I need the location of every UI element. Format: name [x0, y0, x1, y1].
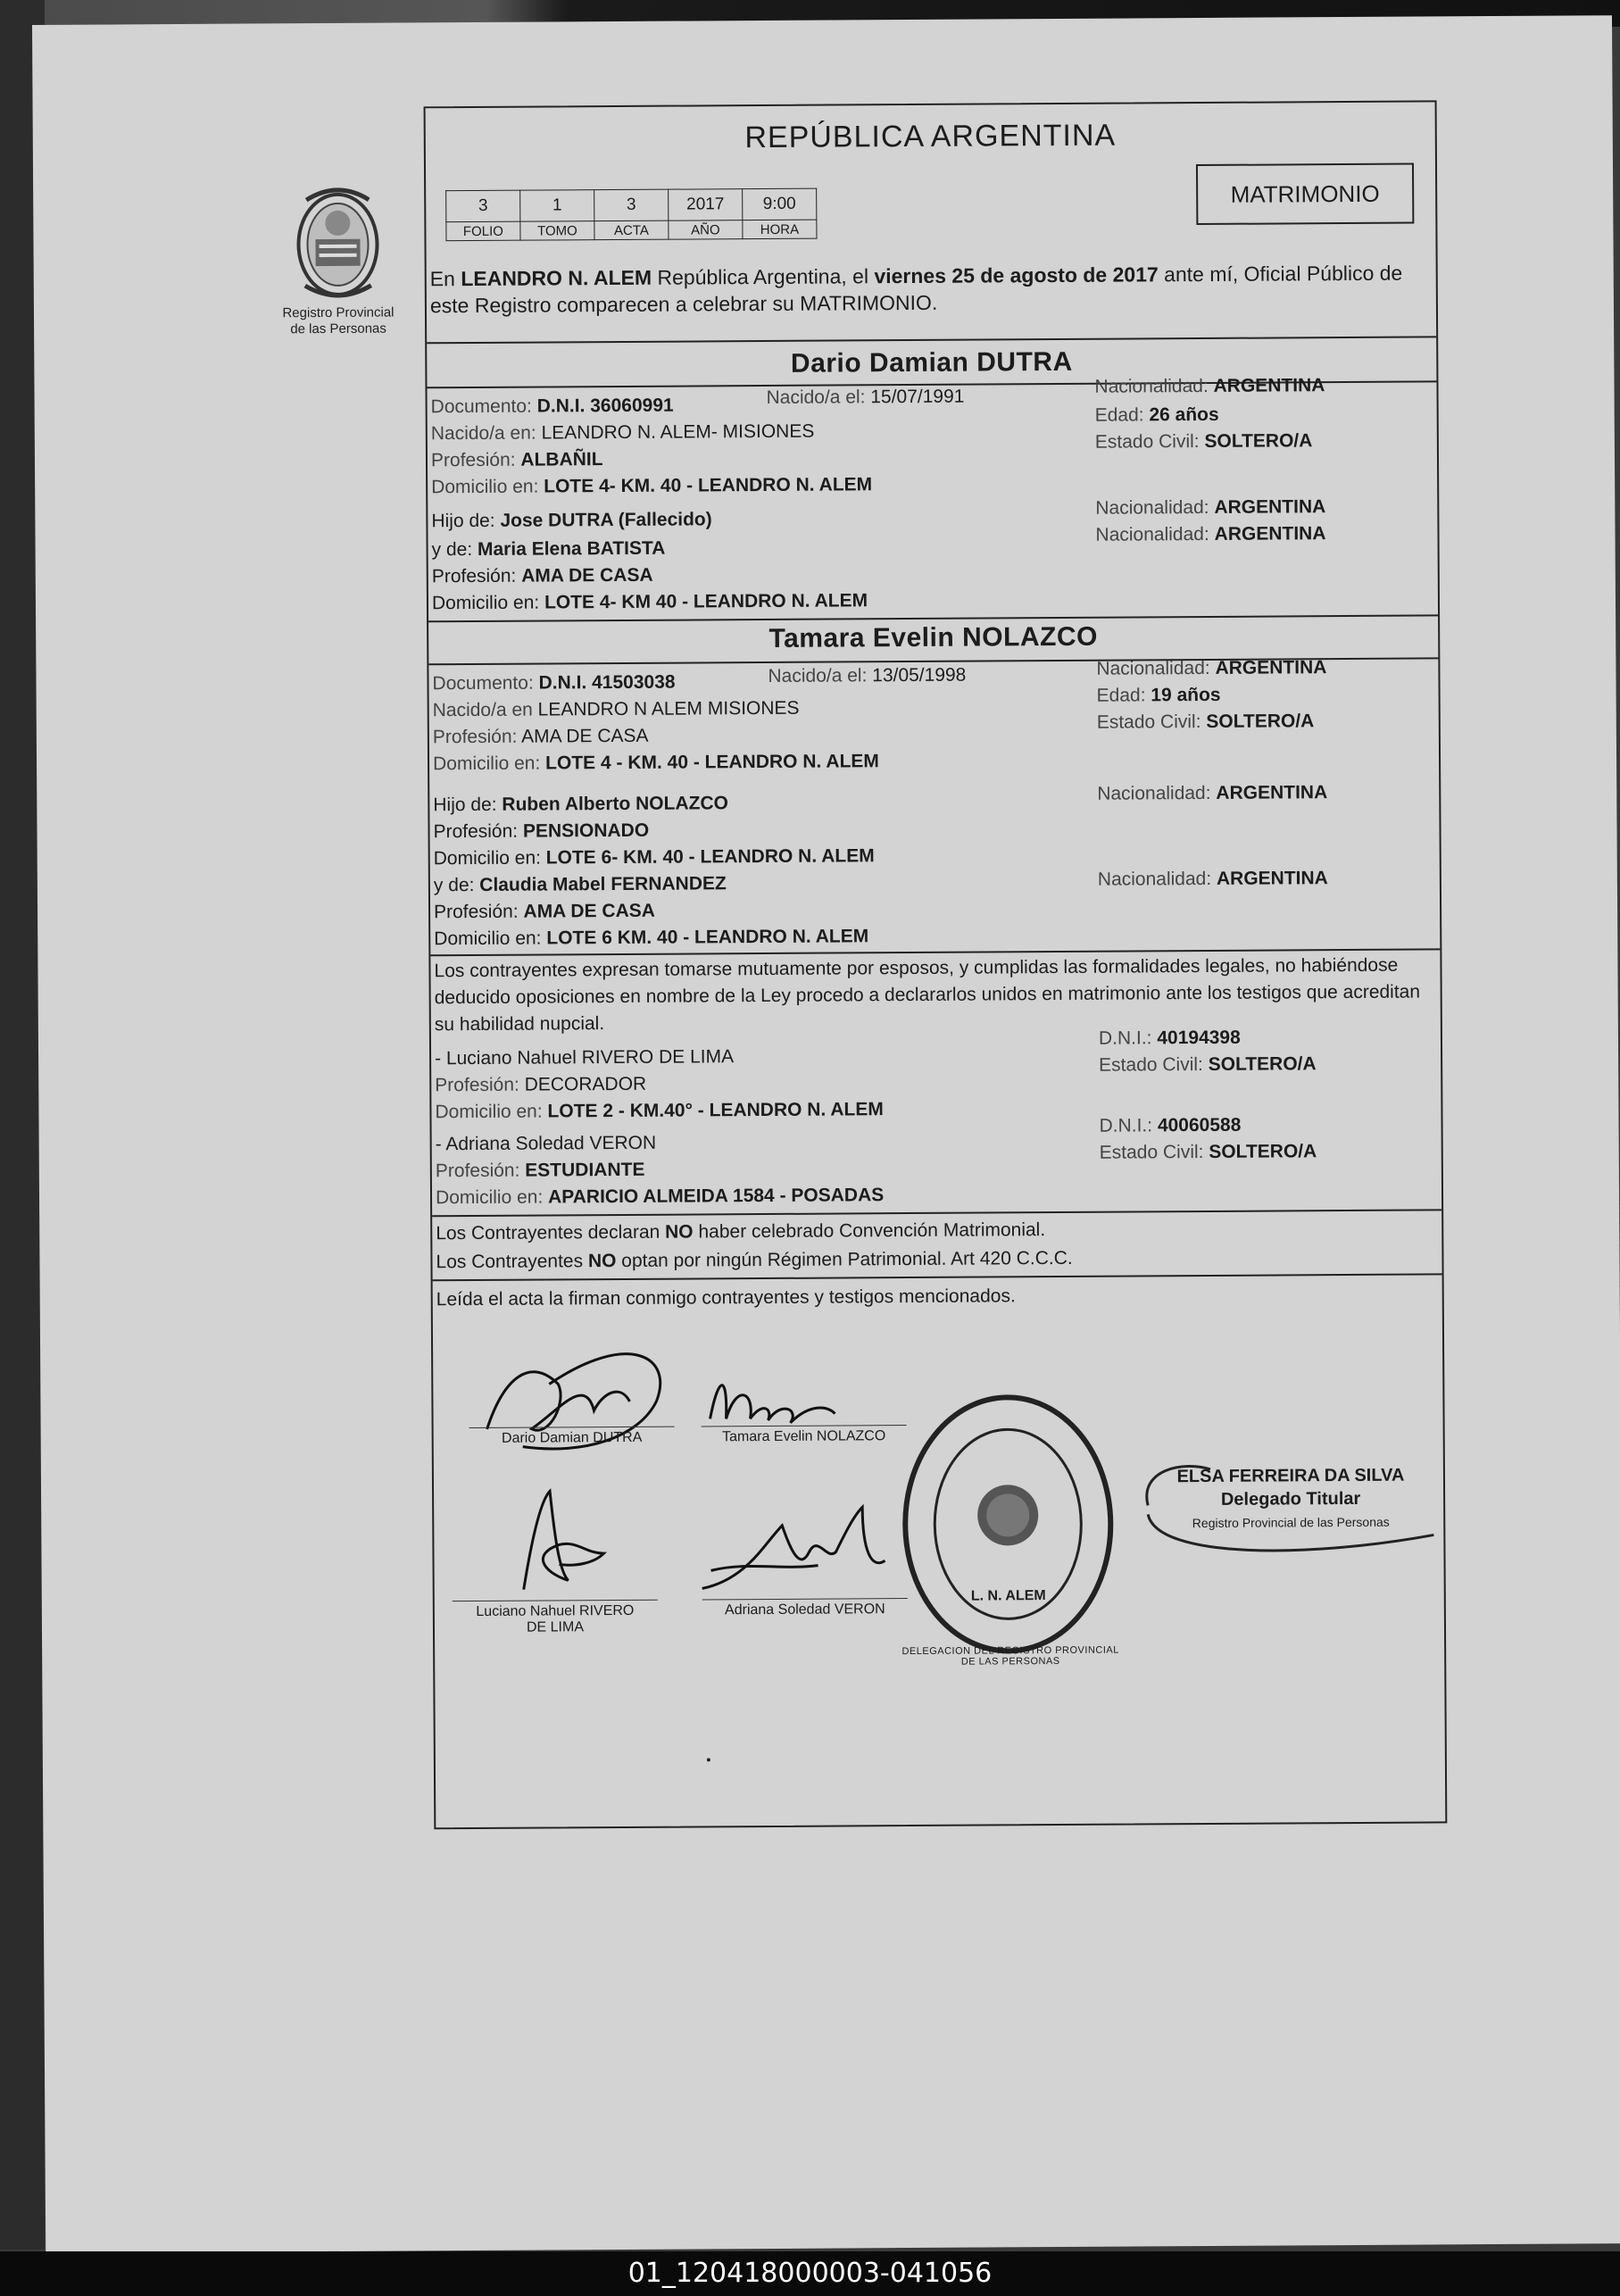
- value: SOLTERO/A: [1209, 1141, 1317, 1162]
- bride-nationality: [1096, 656, 1326, 681]
- value: AMA DE CASA: [521, 725, 649, 747]
- groom-signature-name: Dario Damian DUTRA: [501, 1429, 643, 1446]
- value: LOTE 4- KM. 40 - LEANDRO N. ALEM: [544, 474, 873, 497]
- certificate-frame: [424, 100, 1448, 1829]
- value: 19 años: [1151, 684, 1221, 706]
- witness2-dni: [1099, 1114, 1241, 1138]
- groom-mother-profession: [432, 564, 653, 589]
- label: Domicilio en:: [435, 1101, 543, 1123]
- label: Estado Civil:: [1094, 431, 1200, 453]
- text: optan por ningún Régimen Patrimonial. Art 420 C.C.C.: [616, 1247, 1073, 1272]
- label: Documento:: [432, 672, 534, 695]
- witness2-name: - Adriana Soledad VERON: [435, 1132, 657, 1155]
- reading-statement: Leída el acta la firman conmigo contrayentes y testigos mencionados.: [436, 1285, 1016, 1310]
- value: Jose DUTRA (Fallecido): [500, 509, 712, 531]
- value: LOTE 6- KM. 40 - LEANDRO N. ALEM: [545, 845, 875, 869]
- coat-of-arms-icon: [288, 180, 387, 306]
- witness1-signature-name-1: Luciano Nahuel RIVERO: [476, 1602, 635, 1619]
- label: Profesión:: [430, 449, 516, 471]
- text: haber celebrado Convención Matrimonial.: [693, 1219, 1046, 1243]
- witness1-dni: [1099, 1027, 1241, 1051]
- value: SOLTERO/A: [1204, 430, 1313, 452]
- label: Profesión:: [435, 1074, 519, 1096]
- value: ARGENTINA: [1214, 496, 1326, 518]
- intro-date: viernes 25 de agosto de 2017: [874, 262, 1159, 288]
- label: Edad:: [1096, 685, 1146, 706]
- label: Hijo de:: [431, 510, 495, 532]
- intro-pre: En: [429, 267, 461, 291]
- registry-table: [445, 188, 817, 242]
- folio-label: FOLIO: [446, 221, 520, 241]
- value: ARGENTINA: [1215, 657, 1327, 678]
- label: Domicilio en:: [435, 1186, 544, 1209]
- bride-age: [1097, 684, 1221, 708]
- label: Domicilio en:: [432, 753, 541, 775]
- value: LOTE 2 - KM.40° - LEANDRO N. ALEM: [547, 1099, 884, 1122]
- witness2-address: [436, 1184, 884, 1210]
- witness2-signature-icon: [693, 1498, 899, 1597]
- officer-role: Delegado Titular: [1220, 1488, 1361, 1510]
- bride-dni: D.N.I. 41503038: [538, 671, 676, 694]
- groom-nationality: [1094, 374, 1325, 399]
- bride-address: [433, 750, 879, 776]
- declaration-text: Los contrayentes expresan tomarse mutuamente por esposos, y cumplidas las formalidades legales, no habiéndose deducido oposiciones en nombre de la Ley procedo a declararlos unidos en matrimonio ante los testigos que acreditan su habilidad nupcial.: [434, 954, 1421, 1036]
- value: LEANDRO N ALEM MISIONES: [537, 697, 800, 720]
- label: Estado Civil:: [1099, 1054, 1203, 1076]
- org-name-line1: Registro Provincial: [282, 304, 395, 321]
- label: D.N.I.:: [1098, 1027, 1152, 1049]
- officer-name: ELSA FERREIRA DA SILVA: [1176, 1465, 1405, 1487]
- stamp-ring-text: DELEGACION DEL REGISTRO PROVINCIAL DE LAS PERSONAS: [901, 1644, 1119, 1668]
- groom-mother: [432, 537, 666, 562]
- bride-signature-name: Tamara Evelin NOLAZCO: [722, 1428, 886, 1445]
- divider: [433, 1273, 1442, 1281]
- value: 40060588: [1157, 1114, 1242, 1136]
- label: Nacido/a el:: [768, 665, 868, 686]
- label: Nacionalidad:: [1095, 496, 1209, 519]
- bride-mother-profession: [434, 900, 655, 925]
- label: Nacionalidad:: [1097, 868, 1212, 890]
- official-stamp-icon: [895, 1390, 1120, 1660]
- value: LOTE 6 KM. 40 - LEANDRO N. ALEM: [546, 926, 869, 949]
- label: Hijo de:: [433, 794, 497, 816]
- value: Maria Elena BATISTA: [477, 537, 666, 560]
- groom-mother-address: [432, 589, 868, 615]
- value: LOTE 4- KM 40 - LEANDRO N. ALEM: [544, 590, 868, 613]
- value: DECORADOR: [524, 1073, 647, 1095]
- divider: [427, 336, 1436, 344]
- value: 13/05/1998: [872, 664, 967, 686]
- witness1-profession: [435, 1073, 646, 1097]
- label: Profesión:: [432, 726, 518, 748]
- label: Nacido/a en:: [430, 422, 536, 445]
- value: ARGENTINA: [1213, 375, 1325, 396]
- witness1-signature-name-2: DE LIMA: [526, 1619, 585, 1635]
- bride-mother: [434, 872, 727, 897]
- country-title: REPÚBLICA ARGENTINA: [744, 118, 1117, 155]
- label: Estado Civil:: [1096, 711, 1201, 733]
- witness2-civil-status: [1100, 1140, 1317, 1164]
- intro-text: [430, 259, 1434, 319]
- text: Los Contrayentes declaran: [436, 1221, 666, 1244]
- label: Profesión:: [434, 901, 519, 923]
- value: ARGENTINA: [1216, 868, 1328, 889]
- groom-mother-nationality: [1095, 522, 1325, 547]
- intro-place: LEANDRO N. ALEM: [461, 265, 652, 291]
- value: 26 años: [1149, 403, 1219, 426]
- value: 40194398: [1157, 1027, 1241, 1049]
- provincial-logo: [244, 179, 432, 337]
- bride-document: [432, 671, 675, 696]
- witness1-civil-status: [1099, 1052, 1317, 1077]
- footer-id: 01_120418000003-041056: [0, 2251, 1620, 2296]
- witness2-signature-line: [702, 1598, 908, 1600]
- value: PENSIONADO: [522, 819, 650, 842]
- label: Domicilio en:: [431, 476, 539, 498]
- org-name-line2: de las Personas: [290, 320, 386, 337]
- tomo-label: TOMO: [520, 221, 594, 241]
- bride-father-profession: [433, 819, 649, 844]
- hour-value: 9:00: [743, 188, 817, 220]
- label: Nacionalidad:: [1094, 375, 1209, 397]
- emphasis: NO: [587, 1251, 617, 1272]
- label: D.N.I.:: [1099, 1115, 1153, 1136]
- witness1-signature-line: [453, 1600, 658, 1601]
- label: Documento:: [430, 395, 532, 418]
- stamp-center-text: L. N. ALEM: [970, 1588, 1046, 1604]
- groom-father-nationality: [1095, 495, 1325, 520]
- value: AMA DE CASA: [521, 564, 653, 586]
- officer-org: Registro Provincial de las Personas: [1192, 1514, 1390, 1531]
- bride-name: Tamara Evelin NOLAZCO: [768, 621, 1098, 653]
- year-label: AÑO: [669, 220, 743, 240]
- groom-birthdate: [766, 386, 964, 410]
- value: SOLTERO/A: [1208, 1053, 1317, 1075]
- value: ESTUDIANTE: [525, 1159, 645, 1181]
- tomo-value: 1: [520, 190, 594, 222]
- label: Nacionalidad:: [1095, 523, 1209, 545]
- groom-document: [431, 395, 674, 420]
- value: ALBAÑIL: [520, 449, 603, 470]
- groom-age: [1095, 403, 1219, 428]
- groom-name: Dario Damian DUTRA: [790, 346, 1073, 379]
- label: Domicilio en:: [434, 928, 542, 950]
- value: Ruben Alberto NOLAZCO: [502, 793, 729, 815]
- bride-birthdate: [768, 664, 966, 688]
- value: AMA DE CASA: [523, 900, 655, 922]
- bride-father-nationality: [1097, 781, 1327, 806]
- bride-mother-address: [434, 925, 868, 951]
- groom-dni: D.N.I. 36060991: [536, 395, 674, 417]
- label: Profesión:: [433, 820, 519, 843]
- value: 15/07/1991: [870, 386, 965, 408]
- document-page: [32, 15, 1620, 2253]
- year-value: 2017: [669, 189, 743, 221]
- witness1-signature-icon: [469, 1482, 649, 1599]
- witness1-name: - Luciano Nahuel RIVERO DE LIMA: [435, 1046, 735, 1069]
- bride-profession: [433, 725, 649, 749]
- regime-statement: [436, 1247, 1072, 1274]
- act-type-box: MATRIMONIO: [1196, 163, 1414, 225]
- label: Profesión:: [435, 1160, 520, 1182]
- bride-father: [433, 792, 728, 817]
- hour-label: HORA: [743, 220, 817, 239]
- convention-statement: [436, 1219, 1045, 1245]
- label: Edad:: [1094, 404, 1144, 426]
- label: y de:: [433, 874, 475, 896]
- bride-birthplace: [433, 697, 800, 723]
- acta-value: 3: [594, 189, 669, 221]
- value: APARICIO ALMEIDA 1584 - POSADAS: [548, 1185, 885, 1208]
- witness2-profession: [436, 1159, 645, 1183]
- value: LOTE 4 - KM. 40 - LEANDRO N. ALEM: [545, 751, 879, 774]
- value: ARGENTINA: [1214, 523, 1326, 545]
- bride-mother-nationality: [1098, 867, 1328, 892]
- value: SOLTERO/A: [1206, 711, 1315, 732]
- text: Los Contrayentes: [436, 1251, 588, 1273]
- value: Claudia Mabel FERNANDEZ: [479, 873, 727, 895]
- groom-father: [431, 508, 711, 533]
- label: Domicilio en:: [433, 847, 541, 869]
- divider: [432, 1209, 1441, 1217]
- bride-civil-status: [1097, 710, 1315, 734]
- label: Nacionalidad:: [1097, 782, 1211, 804]
- label: Nacionalidad:: [1096, 657, 1210, 679]
- groom-address: [431, 473, 872, 499]
- intro-post: ante mí, Oficial Público de este Registro comparecen a celebrar su MATRIMONIO.: [429, 261, 1403, 318]
- acta-label: ACTA: [594, 220, 669, 240]
- groom-birthplace: [431, 420, 815, 446]
- label: Nacido/a en: [432, 699, 533, 721]
- label: Estado Civil:: [1099, 1142, 1204, 1163]
- emphasis: NO: [665, 1221, 694, 1243]
- witness1-address: [435, 1098, 884, 1124]
- value: LEANDRO N. ALEM- MISIONES: [541, 420, 815, 444]
- groom-profession: [431, 448, 603, 472]
- intro-mid: República Argentina, el: [652, 264, 875, 289]
- witness2-signature-name: Adriana Soledad VERON: [724, 1601, 885, 1618]
- label: y de:: [431, 538, 473, 561]
- groom-civil-status: [1095, 429, 1313, 453]
- label: Nacido/a el:: [766, 387, 866, 408]
- label: Domicilio en:: [431, 592, 540, 614]
- label: Profesión:: [431, 565, 517, 587]
- folio-value: 3: [446, 190, 520, 222]
- value: ARGENTINA: [1216, 782, 1328, 803]
- speck: [707, 1758, 710, 1761]
- bride-father-address: [434, 844, 875, 870]
